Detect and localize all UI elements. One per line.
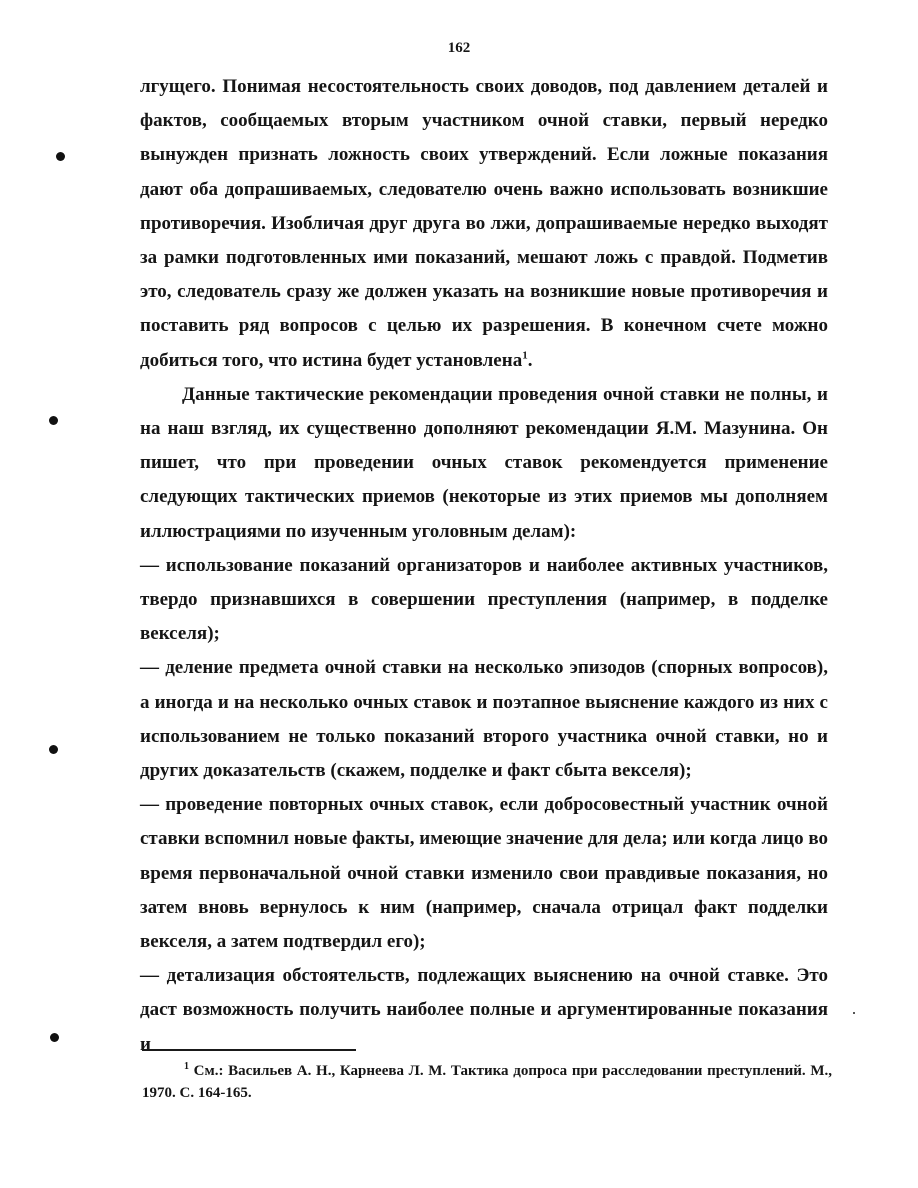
- list-item: — детализация обстоятельств, подлежащих выяснению на очной ставке. Это даст возможность получить наиболее полные и аргументированные показания и: [140, 965, 828, 1055]
- main-text: [140, 70, 828, 1062]
- paragraph-2: Данные тактические рекомендации проведения очной ставки не полны, и на наш взгляд, их существенно дополняют рекомендации Я.М. Мазунина. Он пишет, что при проведении очных ставок рекомендуется применение следующих тактических приемов (некоторые из этих приемов мы дополняем иллюстрациями по изученным уголовным делам):: [140, 383, 828, 542]
- paragraph-1-text: лгущего. Понимая несостоятельность своих доводов, под давлением деталей и фактов, сообщаемых вторым участником очной ставки, первый нередко вынужден признать ложность своих утверждений. Если ложные показания дают оба допрашиваемых, следователю очень важно использовать возникшие противоречия. Изобличая друг друга во лжи, допрашиваемые нередко выходят за рамки подготовленных ими показаний, мешают ложь с правдой. Подметив это, следователь сразу же должен указать на возникшие новые противоречия и поставить ряд вопросов с целью их разрешения. В конечном счете можно добиться того, что истина будет установлена: [140, 76, 828, 371]
- footnote-separator: [142, 1049, 356, 1051]
- paragraph-continuation: [140, 70, 828, 378]
- footnote-reference: 1: [522, 349, 528, 362]
- list-item: — использование показаний организаторов и наиболее активных участников, твердо признавшихся в совершении преступления (например, в подделке векселя);: [140, 554, 828, 645]
- page-number: 162: [447, 40, 471, 56]
- list-item: — проведение повторных очных ставок, если добросовестный участник очной ставки вспомнил новые факты, имеющие значение для дела; или когда лицо во время первоначальной очной ставки изменило свои правдивые показания, но затем вновь вернулось к ним (например, сначала отрицал факт подделки векселя, а затем подтвердил его);: [140, 794, 828, 953]
- footnote: [142, 1060, 832, 1104]
- punch-hole-mark: [50, 1033, 59, 1042]
- punch-hole-mark: [56, 152, 65, 161]
- list-item: — деление предмета очной ставки на несколько эпизодов (спорных вопросов), а иногда и на несколько очных ставок и поэтапное выяснение каждого из них с использованием не только показаний второго участника очной ставки, но и других доказательств (скажем, подделке и факт сбыта векселя);: [140, 657, 828, 782]
- scan-speck: [853, 1012, 855, 1014]
- punch-hole-mark: [49, 745, 58, 754]
- footnote-text: См.: Васильев А. Н., Карнеева Л. М. Тактика допроса при расследовании преступлений. М., 1970. С. 164-165.: [142, 1063, 832, 1101]
- punch-hole-mark: [49, 416, 58, 425]
- footnote-marker: 1: [184, 1061, 189, 1072]
- paragraph-1-end: .: [527, 349, 533, 371]
